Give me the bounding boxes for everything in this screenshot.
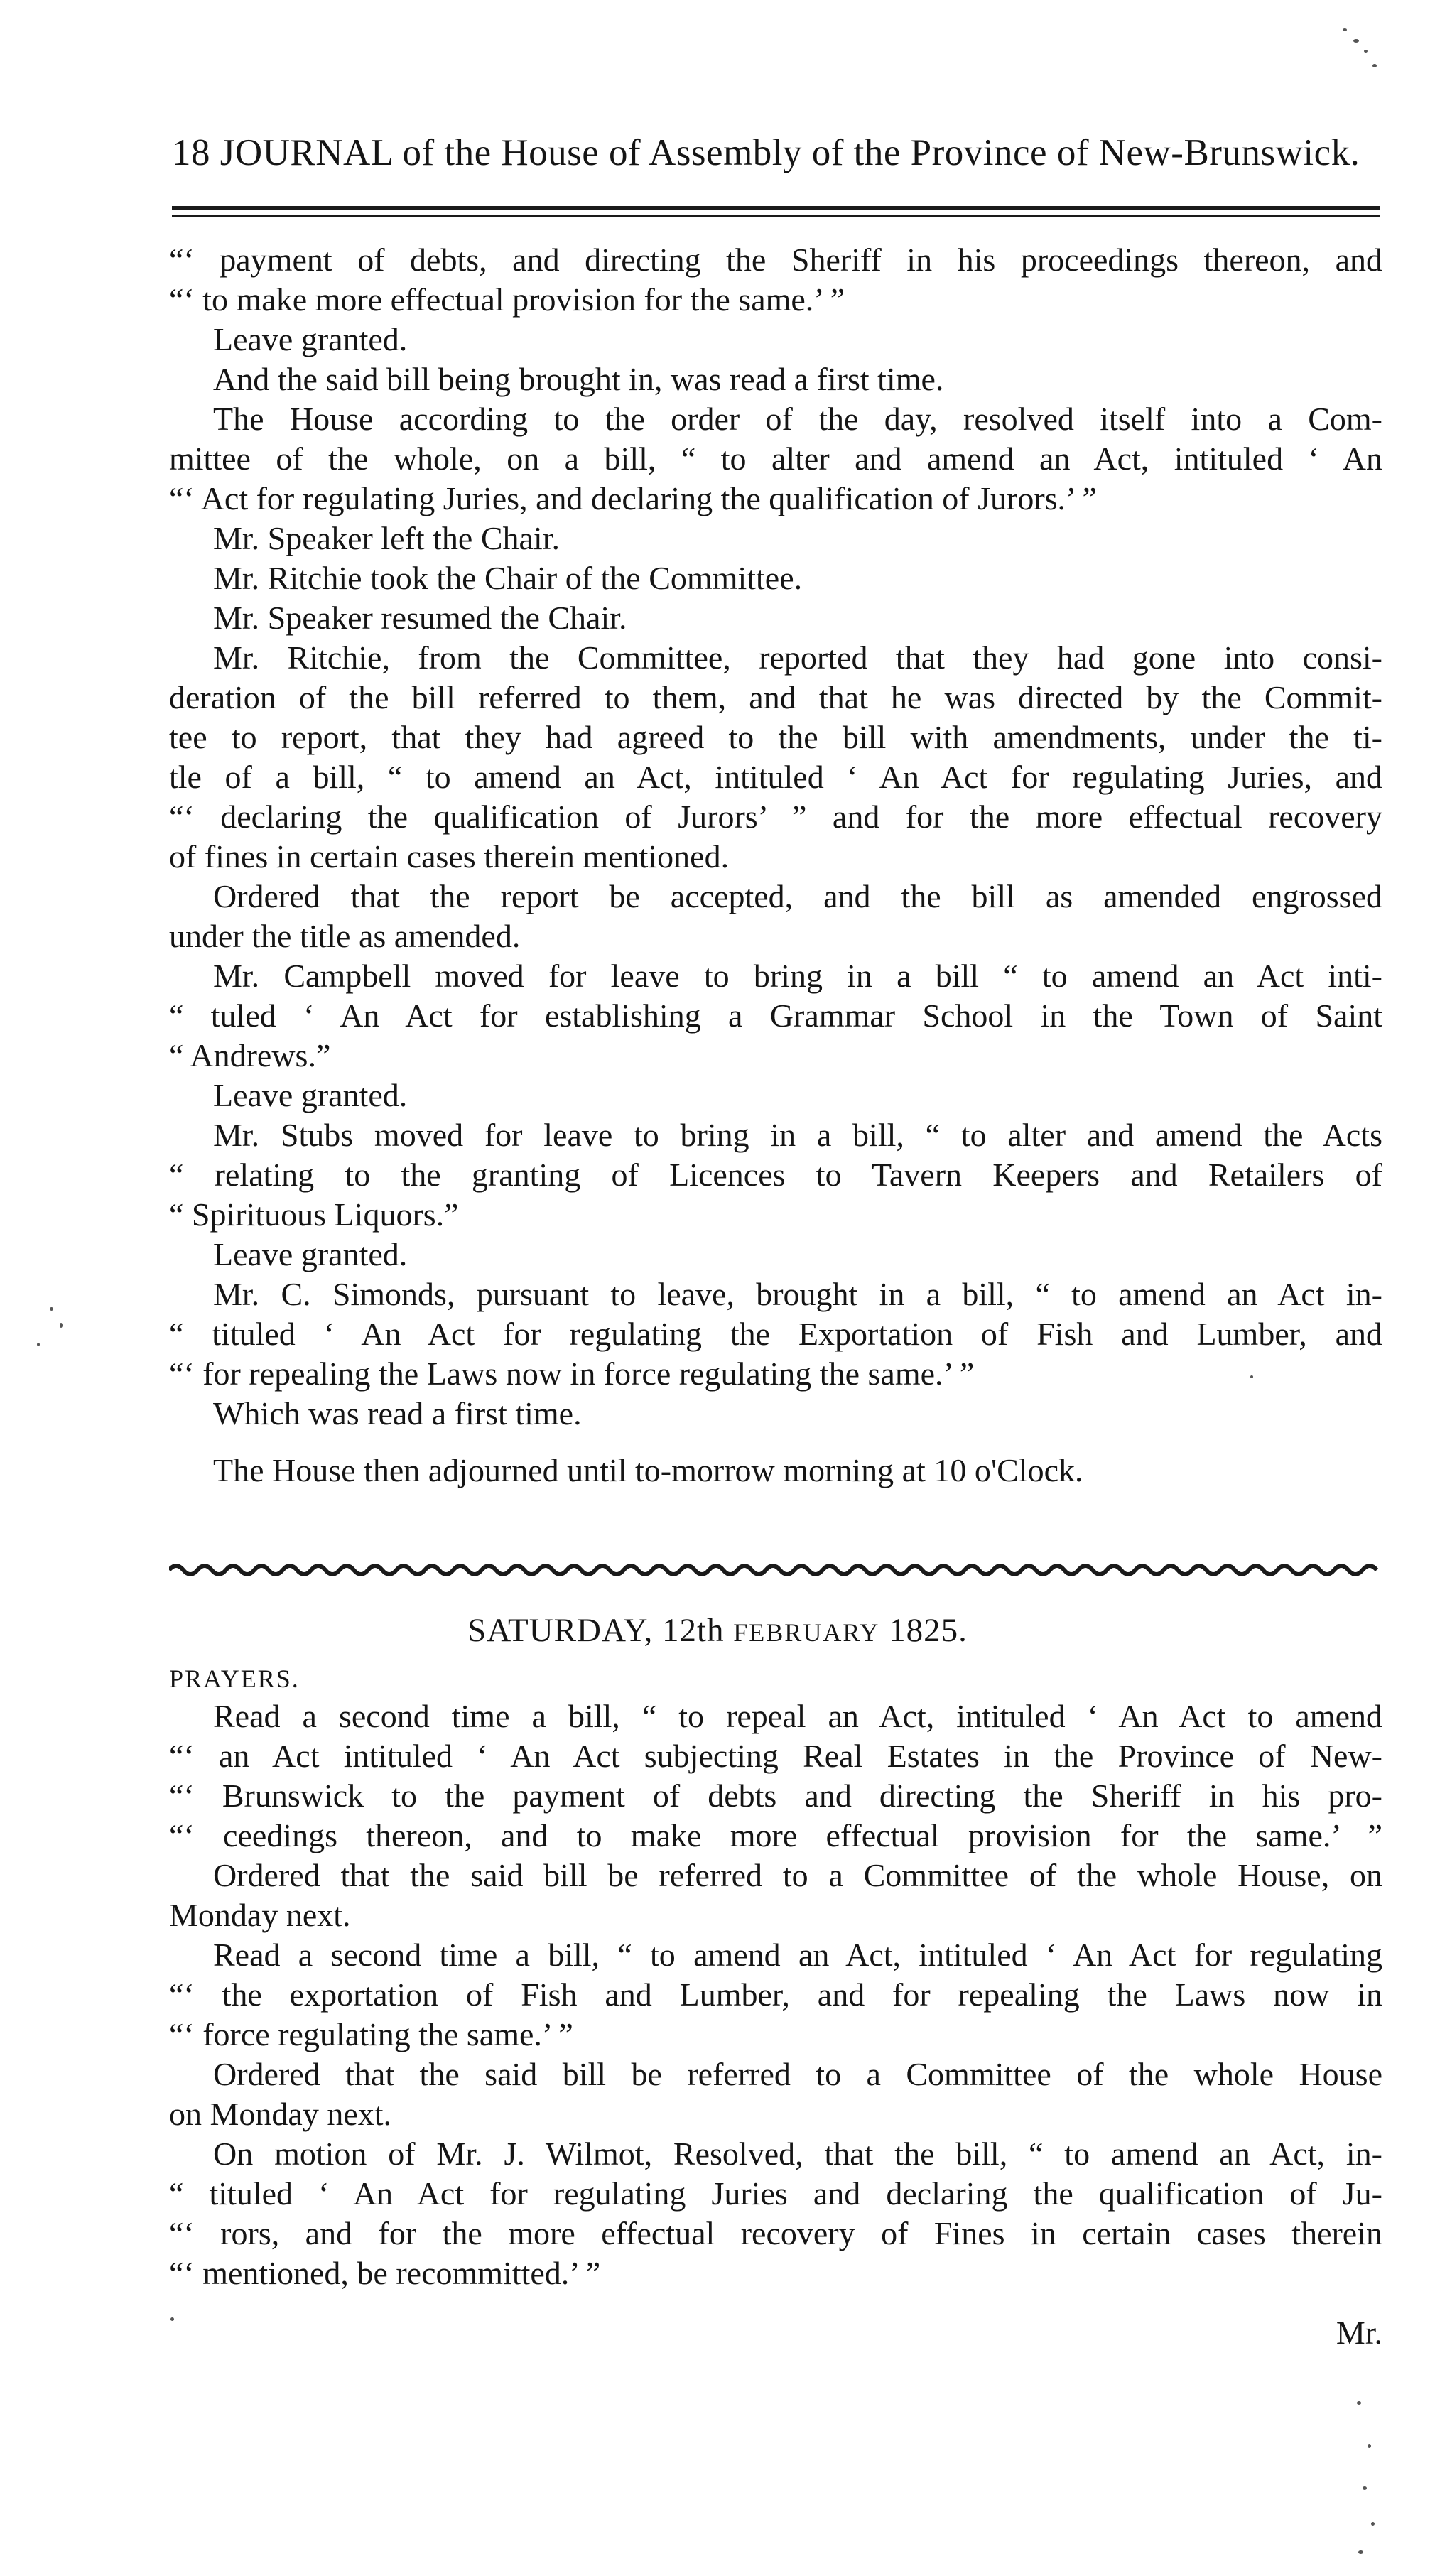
scan-speck <box>1363 2486 1367 2490</box>
scan-speck <box>60 1323 63 1328</box>
text-line: “‘ payment of debts, and directing the Sheriff in his proceedings thereon, and <box>169 242 1382 278</box>
text-line: Mr. C. Simonds, pursuant to leave, brought in a bill, “ to amend an Act in- <box>213 1276 1382 1312</box>
text-line: The House then adjourned until to-morrow morning at 10 o'Clock. <box>213 1452 1083 1488</box>
header-rule-thin <box>172 215 1380 217</box>
text-line: “‘ mentioned, be recommitted.’ ” <box>169 2255 601 2291</box>
text-line: On motion of Mr. J. Wilmot, Resolved, that the bill, “ to amend an Act, in- <box>213 2136 1382 2172</box>
scan-speck <box>1364 50 1368 53</box>
header-title: JOURNAL of the House of Assembly of the Province of New-Brunswick. <box>220 132 1360 173</box>
text-line: Read a second time a bill, “ to amend an Act, intituled ‘ An Act for regulating <box>213 1937 1382 1973</box>
catchword: Mr. <box>1336 2315 1382 2351</box>
text-line: “‘ Brunswick to the payment of debts and directing the Sheriff in his pro- <box>169 1777 1382 1814</box>
date-heading-month: FEBRUARY <box>733 1618 880 1647</box>
text-line: Mr. Campbell moved for leave to bring in a bill “ to amend an Act inti- <box>213 958 1382 994</box>
text-line: mittee of the whole, on a bill, “ to alter and amend an Act, intituled ‘ An <box>169 440 1382 477</box>
scan-speck <box>50 1307 53 1311</box>
text-line: “ tuled ‘ An Act for establishing a Grammar School in the Town of Saint <box>169 997 1382 1034</box>
text-line: Which was read a first time. <box>213 1395 582 1432</box>
scan-speck <box>1357 2401 1361 2405</box>
text-line: “‘ for repealing the Laws now in force regulating the same.’ ” <box>169 1355 975 1392</box>
scan-speck <box>1250 1375 1253 1378</box>
text-line: Leave granted. <box>213 321 408 357</box>
date-heading-day: SATURDAY, 12th <box>467 1612 725 1649</box>
text-line: Monday next. <box>169 1897 351 1933</box>
text-line: “ relating to the granting of Licences to Tavern Keepers and Retailers of <box>169 1157 1382 1193</box>
prayers-text: PRAYERS. <box>169 1665 300 1693</box>
text-line: tee to report, that they had agreed to the bill with amendments, under the ti- <box>169 719 1382 755</box>
text-line: Mr. Speaker resumed the Chair. <box>213 600 627 636</box>
text-line: “ Andrews.” <box>169 1037 331 1073</box>
text-line: “‘ force regulating the same.’ ” <box>169 2016 573 2052</box>
text-line: “ tituled ‘ An Act for regulating the Exportation of Fish and Lumber, and <box>169 1316 1382 1352</box>
text-line: Leave granted. <box>213 1077 408 1113</box>
text-line: The House according to the order of the day, resolved itself into a Com- <box>213 401 1382 437</box>
page-number: 18 <box>172 132 210 173</box>
text-line: on Monday next. <box>169 2096 392 2132</box>
scan-speck <box>1368 2444 1371 2448</box>
text-line: “‘ declaring the qualification of Jurors’ ” and for the more effectual recovery <box>169 799 1382 835</box>
text-line: “‘ ceedings thereon, and to make more effectual provision for the same.’ ” <box>169 1817 1382 1853</box>
text-line: Mr. Speaker left the Chair. <box>213 520 560 556</box>
text-line: “‘ to make more effectual provision for the same.’ ” <box>169 281 845 318</box>
running-header <box>172 131 1380 174</box>
scan-speck <box>1372 64 1377 67</box>
text-line: Mr. Stubs moved for leave to bring in a bill, “ to alter and amend the Acts <box>213 1117 1382 1153</box>
date-heading-year: 1825. <box>889 1612 968 1649</box>
text-line: “‘ the exportation of Fish and Lumber, and for repealing the Laws now in <box>169 1976 1382 2013</box>
text-line: “‘ an Act intituled ‘ An Act subjecting Real Estates in the Province of New- <box>169 1738 1382 1774</box>
scan-speck <box>1371 2522 1375 2526</box>
date-heading <box>0 1611 1435 1650</box>
prayers-label <box>169 1657 1382 1696</box>
text-line: under the title as amended. <box>169 918 521 954</box>
text-line: of fines in certain cases therein mentioned. <box>169 838 730 875</box>
scan-speck <box>1343 28 1347 31</box>
text-line: Ordered that the said bill be referred to a Committee of the whole House, on <box>213 1857 1382 1893</box>
text-line: tle of a bill, “ to amend an Act, intituled ‘ An Act for regulating Juries, and <box>169 759 1382 795</box>
text-line: “‘ Act for regulating Juries, and declaring the qualification of Jurors.’ ” <box>169 480 1097 516</box>
scan-speck <box>170 2317 174 2321</box>
text-line: Ordered that the report be accepted, and the bill as amended engrossed <box>213 878 1382 914</box>
text-line: “‘ rors, and for the more effectual recovery of Fines in certain cases therein <box>169 2215 1382 2251</box>
text-line: “ Spirituous Liquors.” <box>169 1196 459 1233</box>
wavy-separator <box>169 1562 1382 1579</box>
scan-speck <box>1358 2550 1363 2554</box>
header-rule-thick <box>172 206 1380 210</box>
text-line: Mr. Ritchie took the Chair of the Committee. <box>213 560 803 596</box>
text-line: Read a second time a bill, “ to repeal an Act, intituled ‘ An Act to amend <box>213 1698 1382 1734</box>
text-line: Leave granted. <box>213 1236 408 1272</box>
scan-speck <box>1353 39 1359 43</box>
text-line: And the said bill being brought in, was read a first time. <box>213 361 944 397</box>
text-line: deration of the bill referred to them, and that he was directed by the Commit- <box>169 679 1382 715</box>
text-line: Ordered that the said bill be referred to a Committee of the whole House <box>213 2056 1382 2092</box>
scan-speck <box>37 1343 40 1346</box>
text-line: “ tituled ‘ An Act for regulating Juries and declaring the qualification of Ju- <box>169 2175 1382 2212</box>
text-line: Mr. Ritchie, from the Committee, reported that they had gone into consi- <box>213 639 1382 676</box>
